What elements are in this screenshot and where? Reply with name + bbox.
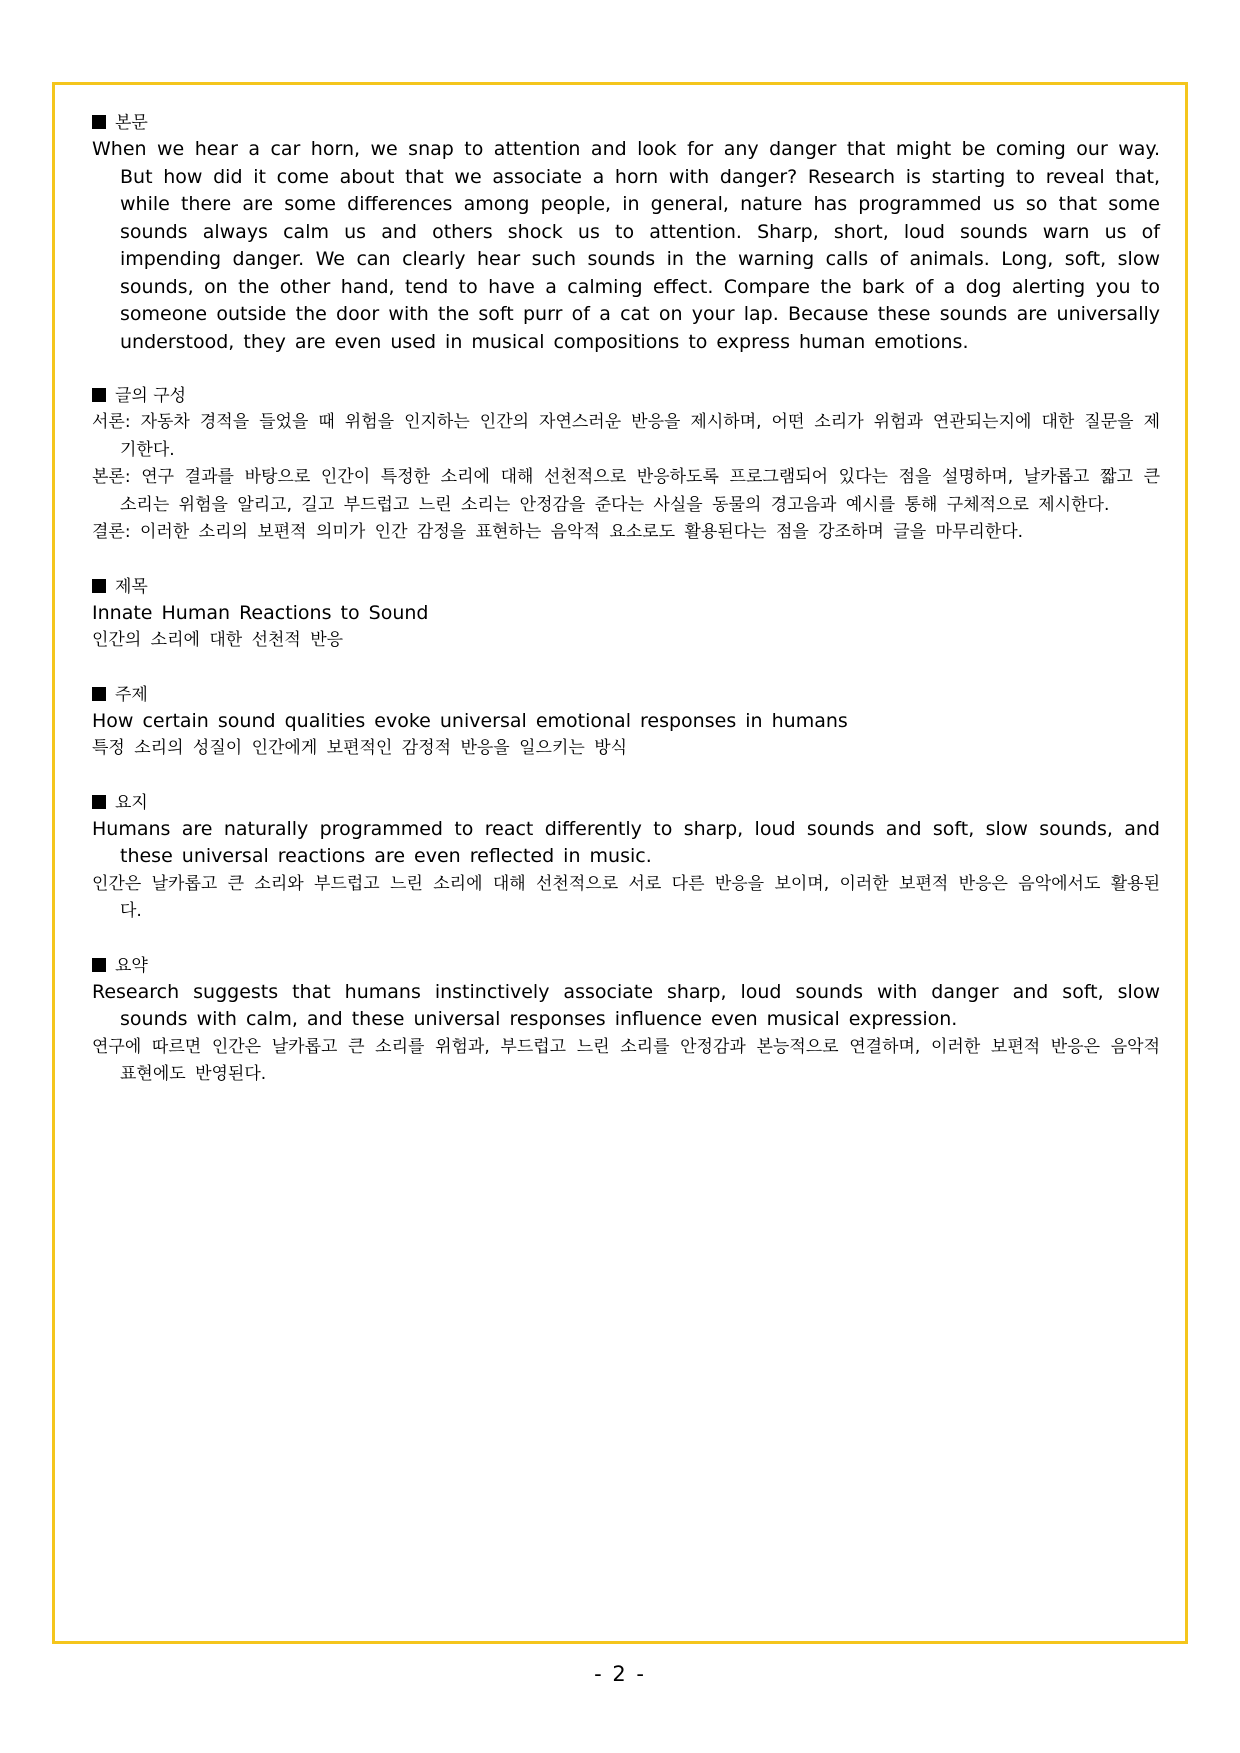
worksheet-content [92, 110, 1160, 1116]
section-heading [92, 953, 1160, 979]
section-heading [92, 682, 1160, 708]
section-structure [92, 383, 1160, 547]
topic-korean: 특정 소리의 성질이 인간에게 보편적인 감정적 반응을 일으키는 방식 [92, 738, 628, 758]
square-bullet-icon [92, 115, 106, 129]
section-heading-label: 요지 [115, 792, 148, 813]
section-title [92, 574, 1160, 655]
section-heading-label: 요약 [115, 955, 148, 976]
section-gist [92, 790, 1160, 926]
section-heading-label: 제목 [115, 576, 148, 597]
square-bullet-icon [92, 958, 106, 972]
square-bullet-icon [92, 579, 106, 593]
section-heading-label: 주제 [115, 684, 148, 705]
passage-text: When we hear a car horn, we snap to attention and look for any danger that might be coming our way. But how did it come about that we associate a horn with danger? Research is starting to reveal that, while there are some differences among people, in general, nature has programmed us so that some sounds always calm us and others shock us to attention. Sharp, short, loud sounds warn us of impending danger. We can clearly hear such sounds in the warning calls of animals. Long, soft, slow sounds, on the other hand, tend to have a calming effect. Compare the bark of a dog alerting you to someone outside the door with the soft purr of a cat on your lap. Because these sounds are universally understood, they are even used in musical compositions to express human emotions. [92, 138, 1160, 353]
title-korean: 인간의 소리에 대한 선천적 반응 [92, 630, 344, 650]
square-bullet-icon [92, 388, 106, 402]
summary-korean: 연구에 따르면 인간은 날카롭고 큰 소리를 위험과, 부드럽고 느린 소리를 안정감과 본능적으로 연결하며, 이러한 보편적 반응은 음악적 표현에도 반영된다. [92, 1036, 1160, 1084]
section-heading [92, 383, 1160, 409]
summary-english: Research suggests that humans instinctively associate sharp, loud sounds with danger and soft, slow sounds with calm, and these universal responses influence even musical expression. [92, 980, 1160, 1030]
structure-conclusion: 결론: 이러한 소리의 보편적 의미가 인간 감정을 표현하는 음악적 요소로도 활용된다는 점을 강조하며 글을 마무리한다. [92, 522, 1024, 542]
section-heading [92, 574, 1160, 600]
gist-korean: 인간은 날카롭고 큰 소리와 부드럽고 느린 소리에 대해 선천적으로 서로 다른 반응을 보이며, 이러한 보편적 반응은 음악에서도 활용된다. [92, 873, 1160, 921]
section-summary [92, 953, 1160, 1089]
structure-intro: 서론: 자동차 경적을 들었을 때 위험을 인지하는 인간의 자연스러운 반응을 제시하며, 어떤 소리가 위험과 연관되는지에 대한 질문을 제기한다. [92, 412, 1160, 460]
section-heading-label: 글의 구성 [115, 386, 187, 406]
section-heading [92, 790, 1160, 816]
square-bullet-icon [92, 687, 106, 701]
section-topic [92, 682, 1160, 763]
title-english: Innate Human Reactions to Sound [92, 601, 429, 624]
square-bullet-icon [92, 795, 106, 809]
section-heading [92, 110, 1160, 136]
page-number: - 2 - [594, 1662, 646, 1686]
section-heading-label: 본문 [115, 113, 148, 133]
structure-main: 본론: 연구 결과를 바탕으로 인간이 특정한 소리에 대해 선천적으로 반응하도록 프로그램되어 있다는 점을 설명하며, 날카롭고 짧고 큰 소리는 위험을 알리고, 길고 부드럽고 느린 소리는 안정감을 준다는 사실을 동물의 경고음과 예시를 통해 구체적으로 제시한다. [92, 467, 1160, 515]
gist-english: Humans are naturally programmed to react differently to sharp, loud sounds and soft, slow sounds, and these universal reactions are even reflected in music. [92, 817, 1160, 867]
section-body [92, 110, 1160, 356]
topic-english: How certain sound qualities evoke universal emotional responses in humans [92, 709, 848, 732]
